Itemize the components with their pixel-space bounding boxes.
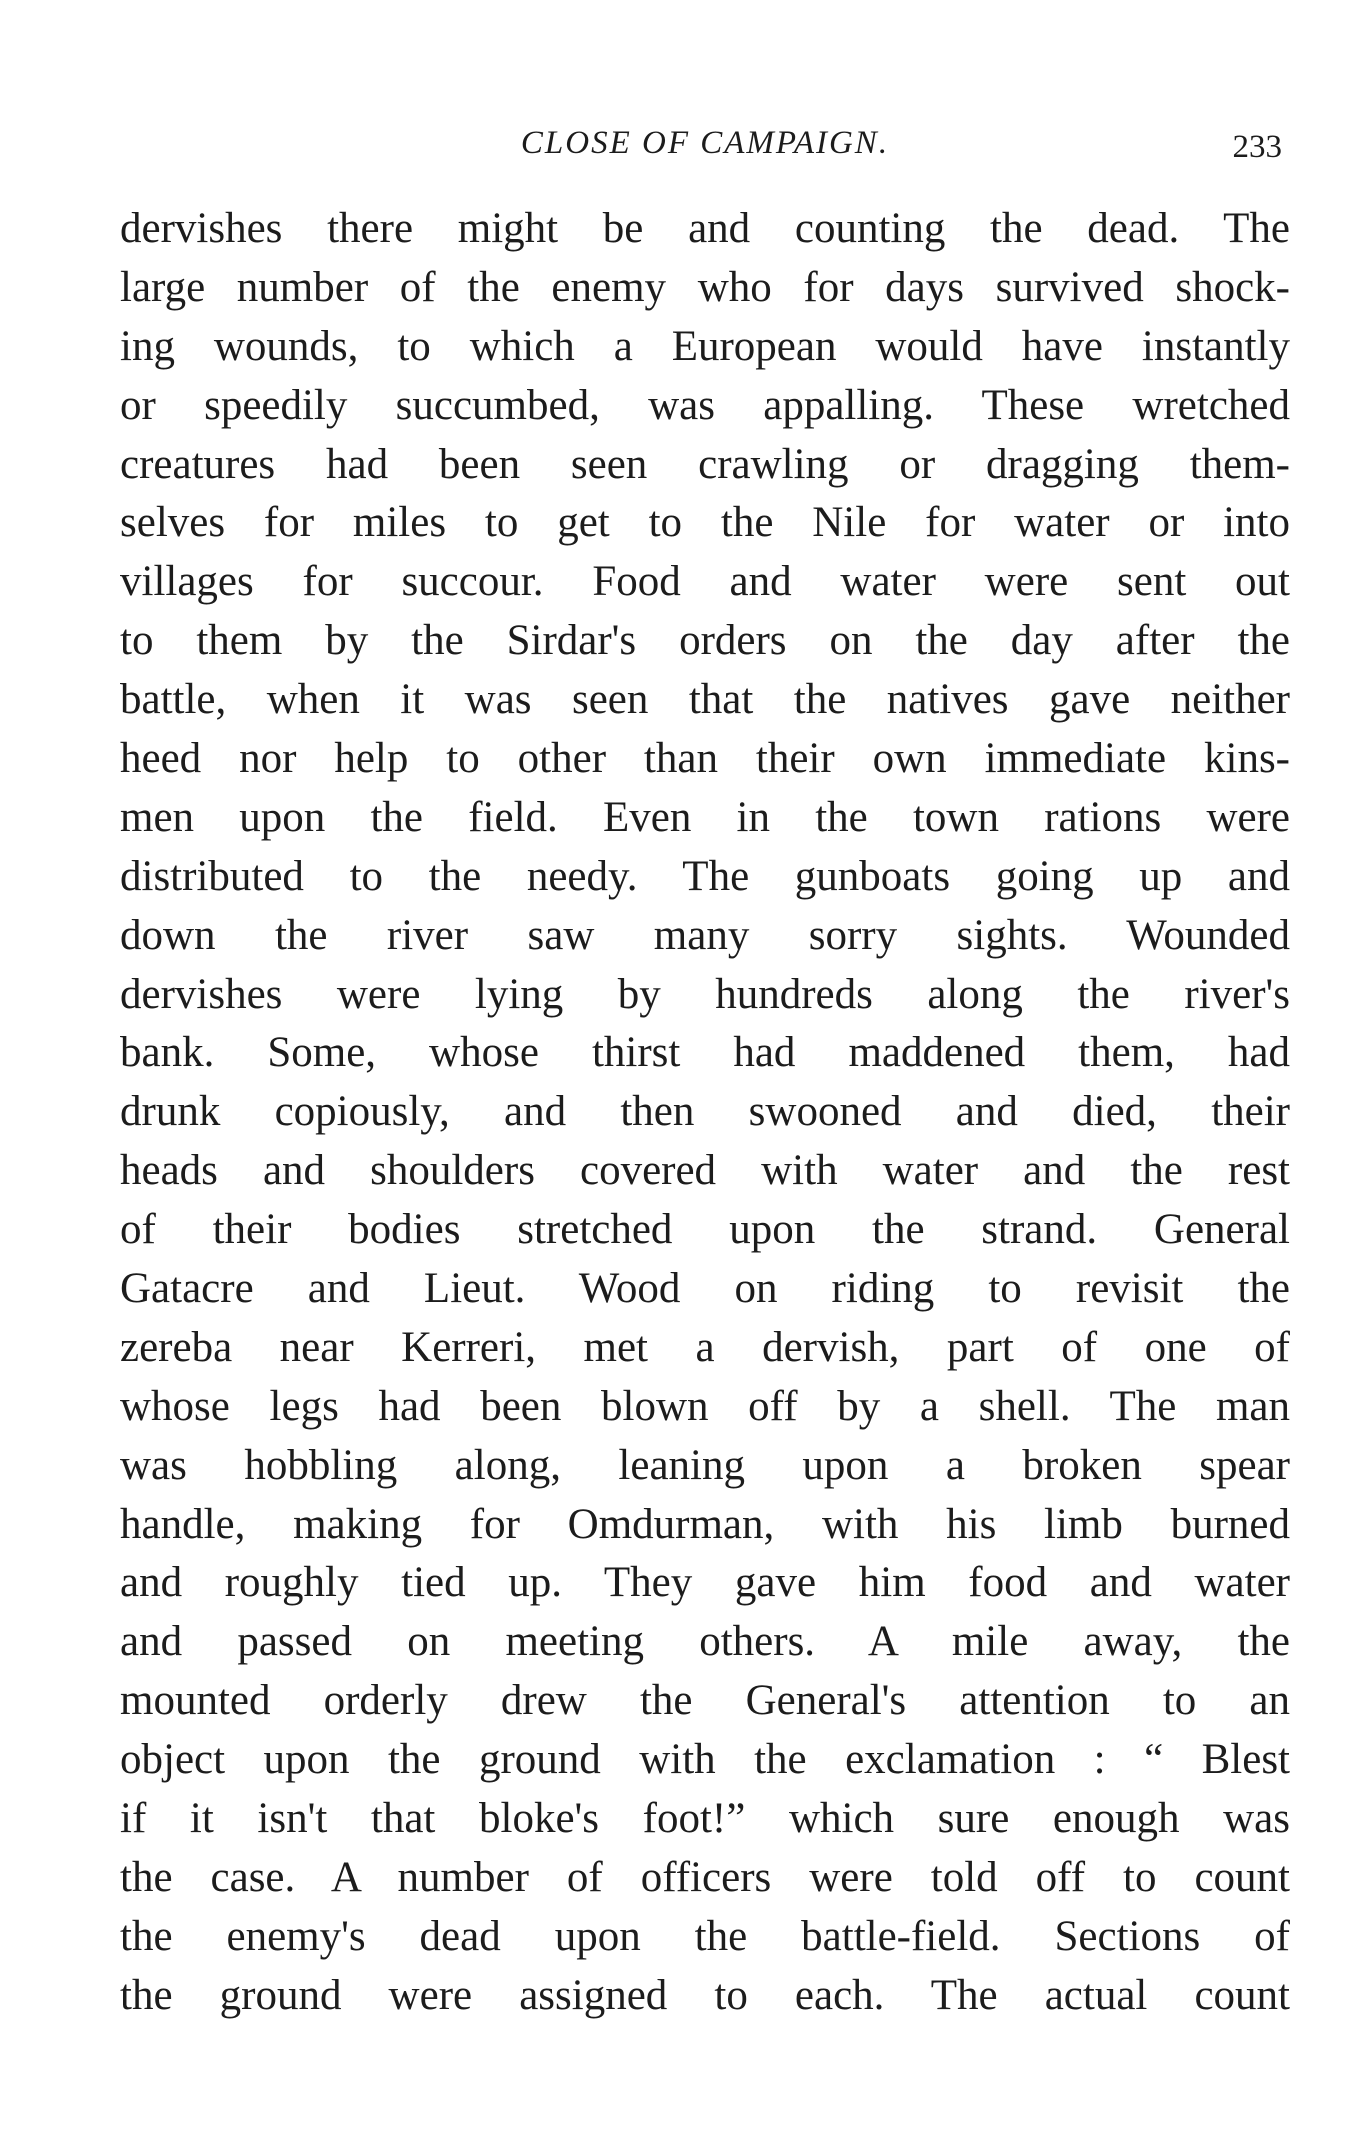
text-line: mounted orderly drew the General's attention to an — [120, 1677, 1290, 1725]
text-line: distributed to the needy. The gunboats going up and — [120, 852, 1290, 900]
body-text — [120, 200, 1290, 2026]
text-line: handle, making for Omdurman, with his limb burned — [120, 1500, 1290, 1548]
text-line: object upon the ground with the exclamation : “ Blest — [120, 1736, 1290, 1784]
text-line: bank. Some, whose thirst had maddened them, had — [120, 1029, 1290, 1077]
running-header — [120, 118, 1290, 168]
text-line: the enemy's dead upon the battle-field. Sections of — [120, 1912, 1290, 1960]
text-line: to them by the Sirdar's orders on the day after the — [120, 617, 1290, 665]
text-line: drunk copiously, and then swooned and died, their — [120, 1088, 1290, 1136]
text-line: dervishes were lying by hundreds along the river's — [120, 970, 1290, 1018]
text-line: selves for miles to get to the Nile for water or into — [120, 499, 1290, 547]
text-line: or speedily succumbed, was appalling. These wretched — [120, 381, 1290, 429]
text-line: ing wounds, to which a European would have instantly — [120, 322, 1290, 370]
text-line: the ground were assigned to each. The actual count — [120, 1971, 1290, 2019]
text-line: was hobbling along, leaning upon a broken spear — [120, 1441, 1290, 1489]
text-line: down the river saw many sorry sights. Wounded — [120, 911, 1290, 959]
text-line: whose legs had been blown off by a shell. The man — [120, 1382, 1290, 1430]
text-line: the case. A number of officers were told off to count — [120, 1853, 1290, 1901]
text-line: men upon the field. Even in the town rations were — [120, 793, 1290, 841]
text-line: villages for succour. Food and water were sent out — [120, 558, 1290, 606]
text-line: and roughly tied up. They gave him food and water — [120, 1559, 1290, 1607]
running-title: CLOSE OF CAMPAIGN. — [520, 125, 890, 161]
text-line: battle, when it was seen that the natives gave neither — [120, 676, 1290, 724]
text-line: Gatacre and Lieut. Wood on riding to revisit the — [120, 1265, 1290, 1313]
text-line: dervishes there might be and counting the dead. The — [120, 205, 1290, 252]
text-line: of their bodies stretched upon the strand. General — [120, 1206, 1290, 1254]
text-line: if it isn't that bloke's foot!” which sure enough was — [120, 1795, 1290, 1843]
text-line: and passed on meeting others. A mile away, the — [120, 1618, 1290, 1666]
text-line: zereba near Kerreri, met a dervish, part of one of — [120, 1323, 1290, 1371]
text-line: creatures had been seen crawling or dragging them- — [120, 440, 1290, 488]
text-line: heed nor help to other than their own immediate kins- — [120, 735, 1290, 783]
page-number: 233 — [1232, 129, 1282, 165]
text-line: heads and shoulders covered with water and the rest — [120, 1147, 1290, 1195]
text-line: large number of the enemy who for days survived shock- — [120, 263, 1290, 311]
